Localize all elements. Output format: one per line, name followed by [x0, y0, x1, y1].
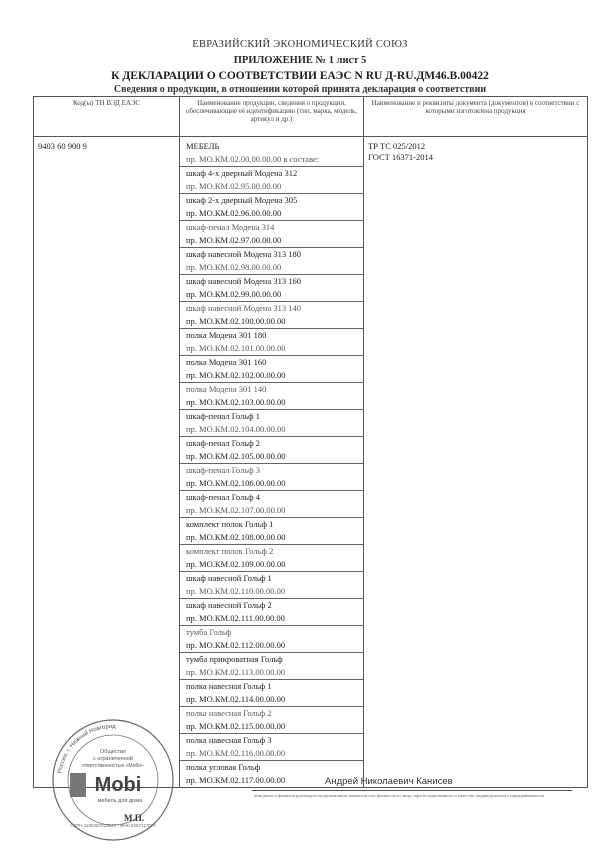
product-item-code: пр. МО.КМ.02.110.00.00.00	[186, 586, 286, 596]
product-item-name: полка навесная Гольф 1	[180, 679, 363, 693]
standard-gost: ГОСТ 16371-2014	[368, 152, 434, 162]
product-item-code: пр. МО.КМ.02.107.00.00.00	[186, 505, 286, 515]
product-item-code: пр. МО.КМ.02.113.00.00.00	[186, 667, 286, 677]
product-item-code: пр. МО.КМ.02.117.00.00.00	[186, 775, 286, 785]
column-header-documents: Наименование и реквизиты документа (документов) в соответствии с которыми изготовлена продукция	[364, 97, 588, 137]
product-item-name: комплект полок Гольф 2	[180, 544, 363, 558]
product-item-code: пр. МО.КМ.02.104.00.00.00	[186, 424, 286, 434]
product-table	[33, 96, 588, 788]
column-header-product: Наименование продукции, сведения о продукции, обеспечивающие её идентификацию (тип, марка, модель, артикул и др.)	[180, 97, 364, 137]
stamp-line-3: ответственностью «Моби»	[82, 763, 144, 769]
product-item-code: пр. МО.КМ.02.97.00.00.00	[186, 235, 282, 245]
product-item-code: пр. МО.КМ.02.111.00.00.00	[186, 613, 285, 623]
seal-label: М.П.	[124, 813, 144, 823]
union-title: ЕВРАЗИЙСКИЙ ЭКОНОМИЧЕСКИЙ СОЮЗ	[192, 39, 408, 50]
stamp-line-2: с ограниченной	[93, 756, 133, 762]
stamp-line-1: Общество	[99, 749, 127, 755]
stamp-logo-sub: мебель для дома	[97, 798, 143, 804]
product-item-code: пр. МО.КМ.02.112.00.00.00	[186, 640, 286, 650]
product-item-name: полка навесная Гольф 3	[180, 733, 363, 747]
product-item-code: пр. МО.КМ.02.109.00.00.00	[186, 559, 286, 569]
product-item-code: пр. МО.КМ.02.100.00.00.00	[186, 316, 286, 326]
standards-cell	[364, 137, 588, 788]
table-row	[34, 137, 588, 788]
product-item-code: пр. МО.КМ.02.99.00.00.00	[186, 289, 282, 299]
stamp-ids: ОГРН 1105257023640 · ИНН 5257117070	[70, 823, 156, 828]
product-item-name: шкаф навесной Модена 313 140	[180, 301, 363, 315]
product-list-cell	[180, 137, 364, 788]
product-items	[180, 137, 363, 787]
product-item-name: шкаф 4-х дверный Модена 312	[180, 166, 363, 180]
product-item-name: полка Модена 301 160	[180, 355, 363, 369]
appendix-title: ПРИЛОЖЕНИЕ № 1 лист 5	[233, 55, 367, 66]
product-item-name: шкаф-пенал Модена 314	[180, 220, 363, 234]
product-item-code: пр. МО.КМ.02.101.00.00.00	[186, 343, 286, 353]
product-item-code: пр. МО.КМ.02.114.00.00.00	[186, 694, 286, 704]
product-item-name: шкаф навесной Гольф 1	[180, 571, 363, 585]
table-header-row	[34, 97, 588, 137]
product-item-name: полка Модена 301 180	[180, 328, 363, 342]
stamp-ring-text: Россия, г. Нижний Новгород	[57, 723, 116, 774]
product-item-name: полка Модена 301 140	[180, 382, 363, 396]
product-item-code: пр. МО.КМ.02.108.00.00.00	[186, 532, 286, 542]
product-item-code: пр. МО.КМ.02.98.00.00.00	[186, 262, 282, 272]
product-item-name: шкаф 2-х дверный Модена 305	[180, 193, 363, 207]
product-item-code: пр. МО.КМ.02.95.00.00.00	[186, 181, 282, 191]
stamp-logo-box-icon	[70, 773, 86, 797]
declaration-title: К ДЕКЛАРАЦИИ О СООТВЕТСТВИИ ЕАЭС N RU Д-RU.ДМ46.В.00422	[111, 70, 489, 82]
standard-tr-ts: ТР ТС 025/2012	[368, 141, 426, 151]
signatory-name: Андрей Николаевич Канисев	[325, 776, 453, 787]
product-item-code: пр. МО.КМ.02.116.00.00.00	[186, 748, 286, 758]
stamp-logo: Mobi	[94, 774, 142, 796]
product-item-name: шкаф навесной Гольф 2	[180, 598, 363, 612]
product-item-code: пр. МО.КМ.02.102.00.00.00	[186, 370, 286, 380]
product-item-code: пр. МО.КМ.02.105.00.00.00	[186, 451, 286, 461]
product-item-code: пр. МО.КМ.02.106.00.00.00	[186, 478, 286, 488]
product-item-name: комплект полок Гольф 1	[180, 517, 363, 531]
product-item-name: тумба Гольф	[180, 625, 363, 639]
product-item-code: пр. МО.КМ.02.96.00.00.00	[186, 208, 282, 218]
product-item-code: пр. МО.КМ.02.115.00.00.00	[186, 721, 286, 731]
hs-code: 9403 60 900 9	[38, 141, 87, 151]
column-header-code: Код(ы) ТН ВЭД ЕАЭС	[34, 97, 180, 137]
product-item-name: шкаф-пенал Гольф 3	[180, 463, 363, 477]
product-item-name: шкаф навесной Модена 313 180	[180, 247, 363, 261]
product-item-name: полка навесная Гольф 2	[180, 706, 363, 720]
product-title: МЕБЕЛЬ	[186, 141, 220, 151]
company-stamp	[48, 715, 178, 845]
signature-line	[252, 790, 572, 791]
signature-caption: инициалы и фамилия руководителя организации-заявителя или физического лица, зарегистрированного в качестве индивидуального предпринимателя	[254, 793, 544, 798]
product-item-name: шкаф-пенал Гольф 1	[180, 409, 363, 423]
product-item-name: шкаф навесной Модена 313 160	[180, 274, 363, 288]
product-item-name: тумба прикроватная Гольф	[180, 652, 363, 666]
product-item-name: шкаф-пенал Гольф 2	[180, 436, 363, 450]
hs-code-cell	[34, 137, 180, 788]
product-sub: пр. МО.КМ.02.00.00.00.00 в составе:	[186, 154, 320, 164]
product-item-code: пр. МО.КМ.02.103.00.00.00	[186, 397, 286, 407]
product-info-subtitle: Сведения о продукции, в отношении которой принята декларация о соответствии	[113, 84, 487, 95]
product-item-name: полка угловая Гольф	[180, 760, 363, 774]
product-item-name: шкаф-пенал Гольф 4	[180, 490, 363, 504]
